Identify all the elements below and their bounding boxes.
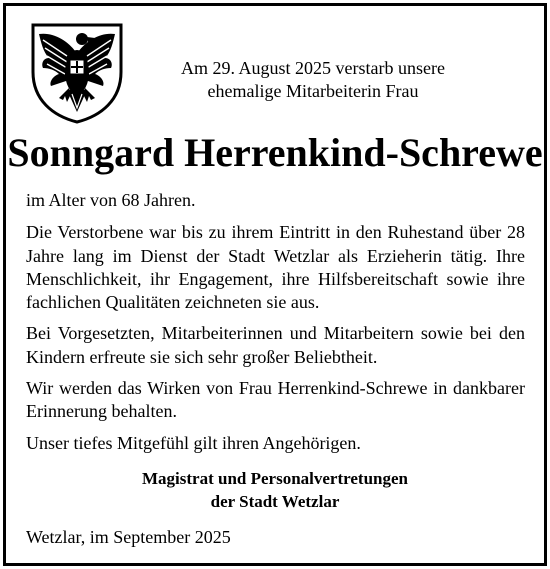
intro-line-1: Am 29. August 2025 verstarb unsere <box>181 58 445 78</box>
deceased-name: Sonngard Herrenkind-Schrewe <box>7 130 543 175</box>
intro-line-2: ehemalige Mitarbeiterin Frau <box>207 81 419 101</box>
remembrance-paragraph: Wir werden das Wirken von Frau Herrenkind-Schrewe in dankbarer Erinnerung behalten. <box>26 378 525 422</box>
signature-line-2: der Stadt Wetzlar <box>210 492 340 511</box>
intro-text <box>150 57 476 103</box>
signature-block <box>0 467 550 513</box>
age-paragraph: im Alter von 68 Jahren. <box>26 190 196 210</box>
condolence-paragraph: Unser tiefes Mitgefühl gilt ihren Angehörigen. <box>26 432 361 453</box>
notice-body <box>26 189 525 463</box>
signature-line-1: Magistrat und Personalvertretungen <box>142 469 408 488</box>
eagle-crest-icon <box>29 22 125 124</box>
career-paragraph: Die Verstorbene war bis zu ihrem Eintritt in den Ruhestand über 28 Jahre lang im Dienst der Stadt Wetzlar als Erzieherin tätig. Ihre Menschlichkeit, ihr Engagement, ihre Hilfsbereitschaft sowie ihre fachlichen Qualitäten zeichneten sie aus. <box>26 222 525 313</box>
place-date: Wetzlar, im September 2025 <box>26 527 231 547</box>
popularity-paragraph: Bei Vorgesetzten, Mitarbeiterinnen und Mitarbeitern sowie bei den Kindern erfreute sie sich sehr großer Beliebtheit. <box>26 323 525 367</box>
